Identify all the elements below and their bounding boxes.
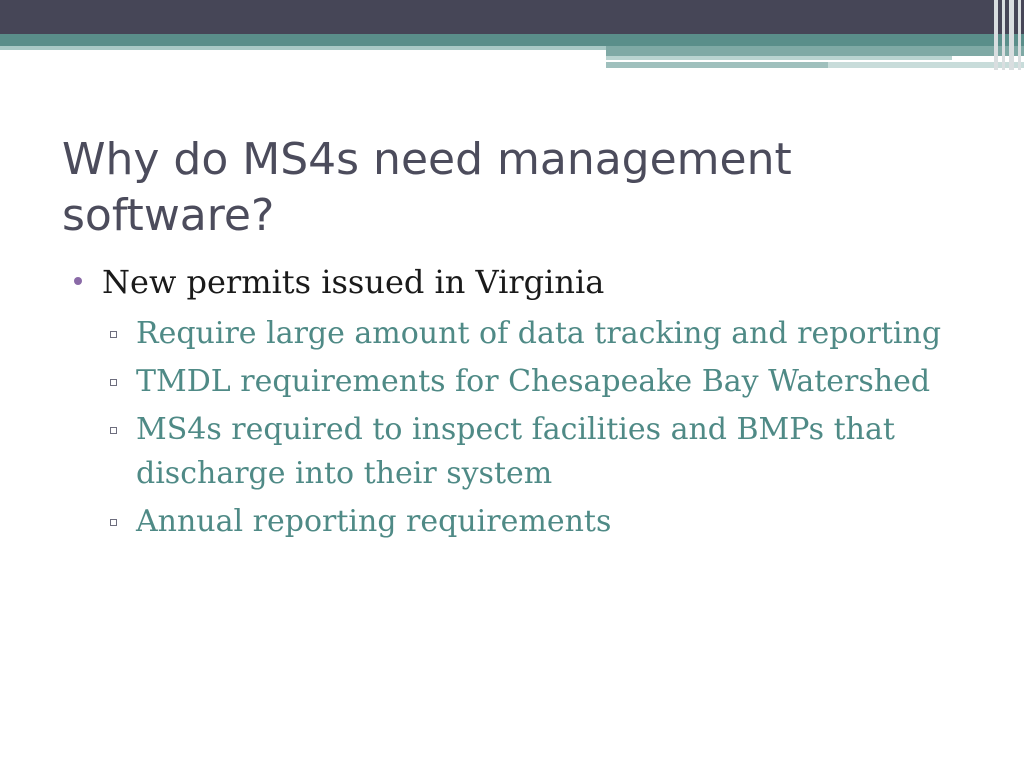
top-banner-teal (0, 34, 1024, 46)
round-dot-icon (74, 277, 82, 285)
top-banner-dark (0, 0, 1024, 34)
hollow-square-icon (110, 427, 117, 434)
sub-bullet-text: TMDL requirements for Chesapeake Bay Watershed (136, 364, 931, 399)
bullet-list (72, 258, 972, 548)
sub-list-item (136, 408, 972, 496)
corner-stripes (992, 0, 1024, 70)
top-banner-step (606, 46, 1024, 56)
sub-bullet-list (72, 312, 972, 544)
sub-bullet-text: Require large amount of data tracking and reporting (136, 316, 942, 351)
bullet-text: New permits issued in Virginia (102, 263, 605, 301)
hollow-square-icon (110, 331, 117, 338)
sub-list-item (136, 360, 972, 404)
sub-bullet-text: MS4s required to inspect facilities and BMPs that discharge into their system (136, 412, 895, 491)
sub-bullet-text: Annual reporting requirements (136, 504, 612, 539)
slide-title: Why do MS4s need management software? (62, 134, 792, 241)
sub-list-item (136, 312, 972, 356)
list-item (72, 258, 972, 306)
top-banner-line (606, 56, 952, 60)
hollow-square-icon (110, 519, 117, 526)
top-banner-teal-light (0, 46, 606, 50)
sub-list-item (136, 500, 972, 544)
top-banner-line (606, 62, 828, 68)
hollow-square-icon (110, 379, 117, 386)
